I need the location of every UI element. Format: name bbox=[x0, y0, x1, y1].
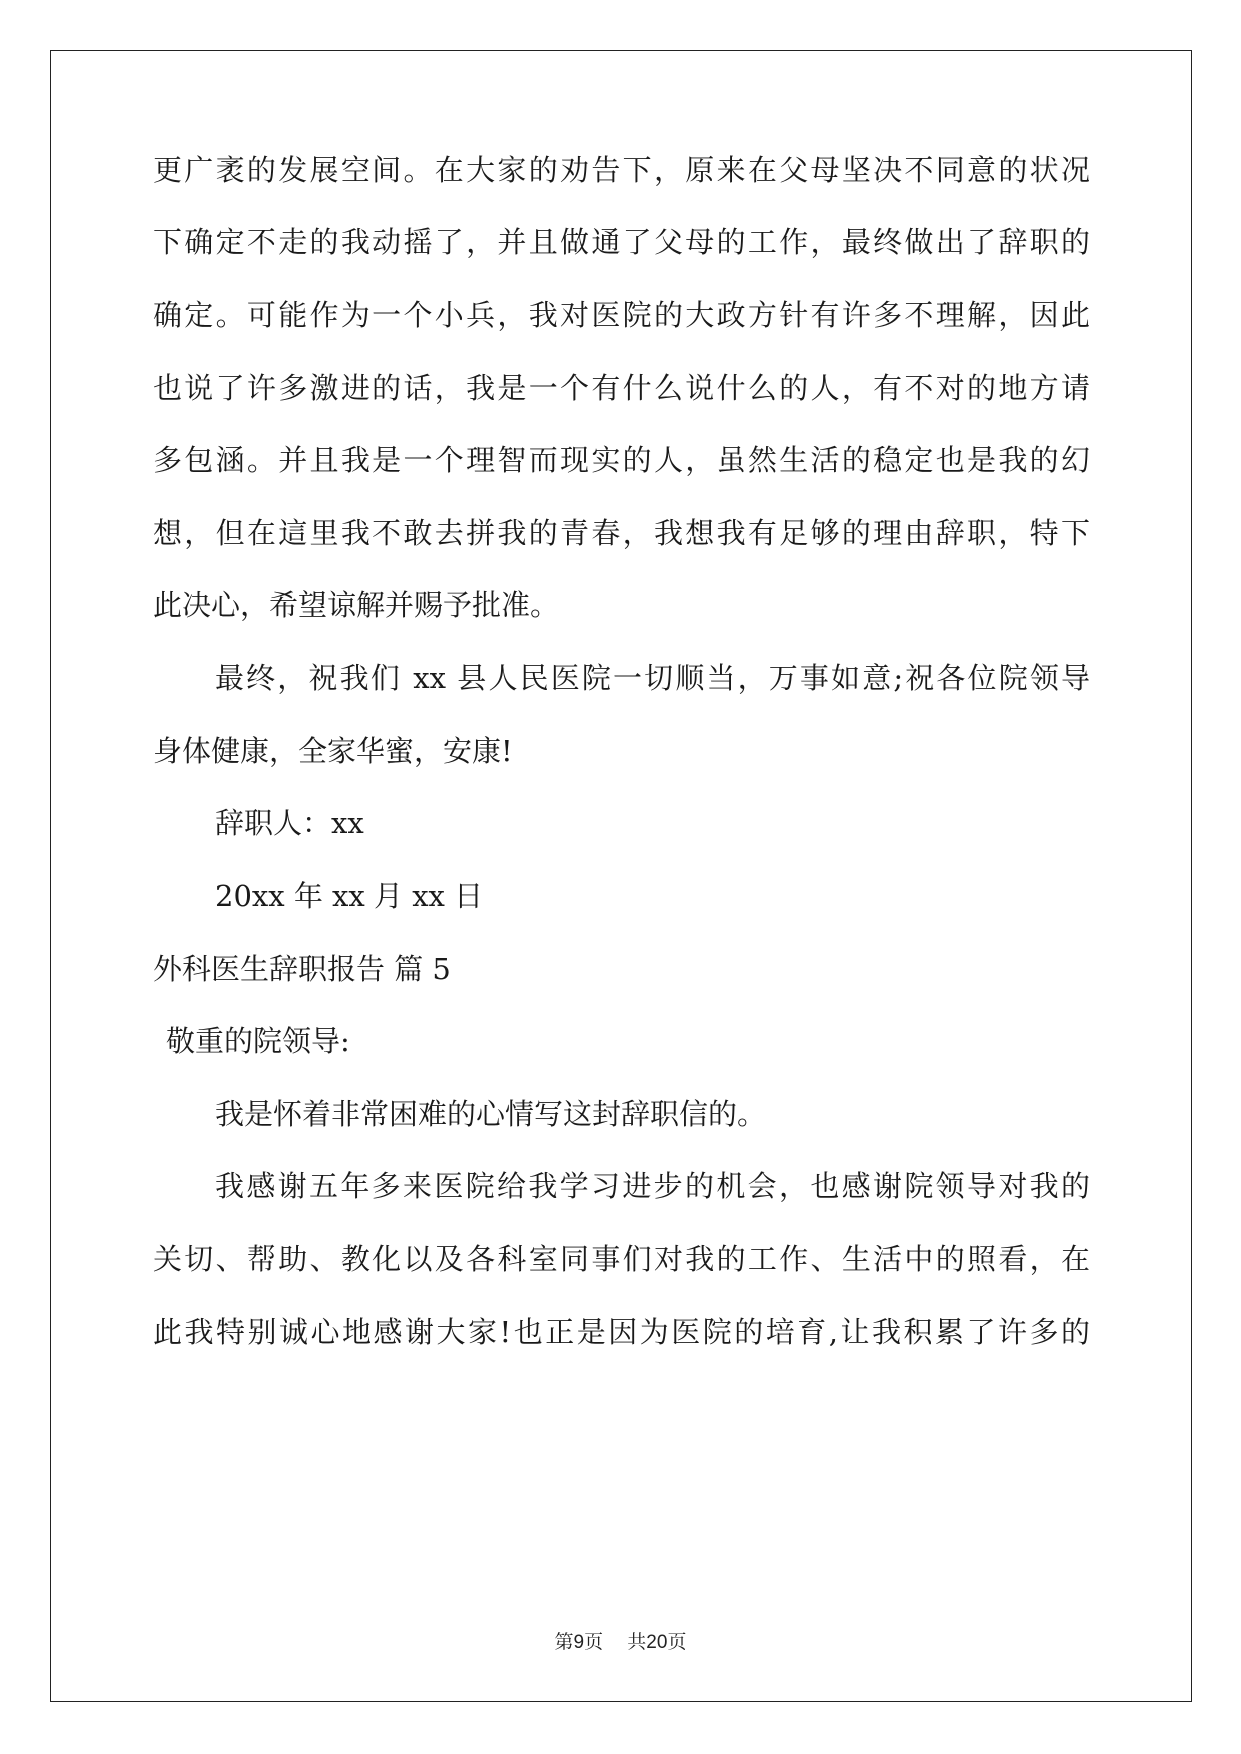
body-line-3: 确定。可能作为一个小兵，我对医院的大政方针有许多不理解，因此 bbox=[153, 298, 1090, 332]
signature-name: 辞职人：xx bbox=[215, 806, 364, 840]
section-heading: 外科医生辞职报告 篇 5 bbox=[153, 952, 451, 986]
salutation: 敬重的院领导: bbox=[166, 1024, 350, 1058]
footer-total-pages: 20 bbox=[646, 1632, 668, 1653]
signature-date: 20xx 年 xx 月 xx 日 bbox=[215, 879, 484, 913]
footer-middle: 页 共 bbox=[584, 1631, 647, 1653]
footer-page-number: 9 bbox=[573, 1632, 585, 1653]
body-line-1: 更广袤的发展空间。在大家的劝告下，原来在父母坚决不同意的状况 bbox=[153, 153, 1090, 187]
body-line-4: 也说了许多激进的话，我是一个有什么说什么的人，有不对的地方请 bbox=[153, 371, 1090, 405]
letter-body-line-2: 关切、帮助、教化以及各科室同事们对我的工作、生活中的照看，在 bbox=[153, 1242, 1090, 1276]
closing-wish-line-1: 最终，祝我们 xx 县人民医院一切顺当，万事如意;祝各位院领导 bbox=[215, 661, 1090, 695]
letter-body-line-3: 此我特别诚心地感谢大家!也正是因为医院的培育,让我积累了许多的 bbox=[153, 1315, 1090, 1349]
footer-prefix: 第 bbox=[554, 1631, 574, 1653]
body-line-6: 想，但在這里我不敢去拼我的青春，我想我有足够的理由辞职，特下 bbox=[153, 516, 1090, 550]
body-line-2: 下确定不走的我动摇了，并且做通了父母的工作，最终做出了辞职的 bbox=[153, 225, 1090, 259]
page-footer bbox=[0, 1630, 1241, 1655]
footer-suffix: 页 bbox=[667, 1631, 687, 1653]
letter-opening: 我是怀着非常困难的心情写这封辞职信的。 bbox=[215, 1097, 767, 1131]
body-line-7: 此决心，希望谅解并赐予批准。 bbox=[153, 588, 560, 622]
letter-body-line-1: 我感谢五年多来医院给我学习进步的机会，也感谢院领导对我的 bbox=[215, 1169, 1090, 1203]
body-line-5: 多包涵。并且我是一个理智而现实的人，虽然生活的稳定也是我的幻 bbox=[153, 443, 1090, 477]
closing-wish-line-2: 身体健康，全家华蜜，安康! bbox=[153, 734, 513, 768]
